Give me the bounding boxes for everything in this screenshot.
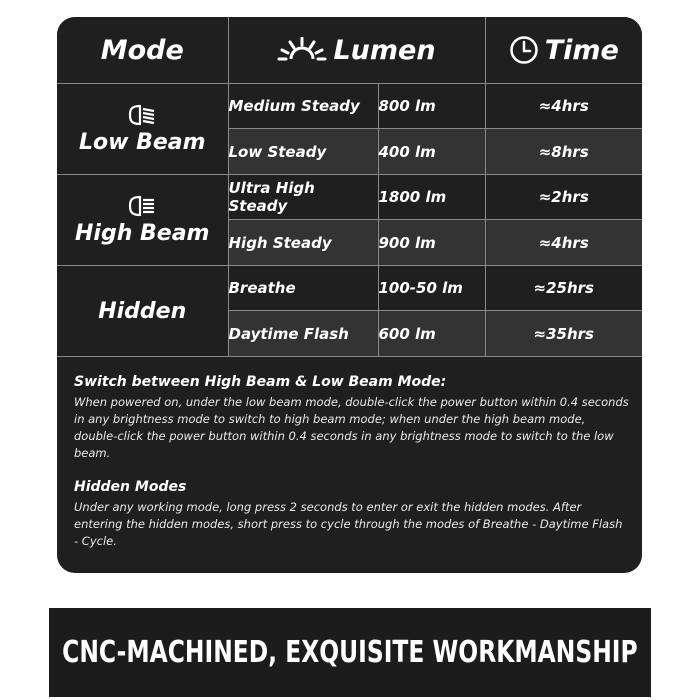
lumen-cell: 600 lm — [378, 311, 485, 357]
header-lumen — [228, 17, 485, 84]
lumen-cell: 800 lm — [378, 84, 485, 129]
mode-cell-high-beam — [57, 175, 228, 266]
table-row — [57, 175, 642, 220]
lumen-cell: 900 lm — [378, 220, 485, 266]
submode-cell: Low Steady — [228, 129, 378, 175]
time-cell: ≈8hrs — [485, 129, 642, 175]
time-cell: ≈2hrs — [485, 175, 642, 220]
banner-text: CNC-MACHINED, EXQUISITE WORKMANSHIP — [62, 635, 638, 670]
header-lumen-label: Lumen — [333, 34, 436, 66]
submode-cell: Ultra High Steady — [228, 175, 378, 220]
header-mode-label: Mode — [100, 34, 184, 66]
mode-name: High Beam — [75, 220, 210, 246]
mode-cell-hidden — [57, 266, 228, 357]
switch-text: When powered on, under the low beam mode, double-click the power button within 0.4 seconds in any brightness mode to switch to high beam mode; when under the high beam mode, double-click the power button within 0.4 seconds in any brightness mode to switch to the low beam. — [74, 395, 629, 460]
mode-name: Low Beam — [78, 129, 206, 155]
time-cell: ≈35hrs — [485, 311, 642, 357]
instructions — [74, 374, 629, 550]
lumen-cell: 400 lm — [378, 129, 485, 175]
mode-cell-low-beam — [57, 84, 228, 175]
switch-title: Switch between High Beam & Low Beam Mode: — [74, 374, 447, 390]
clock-icon — [509, 35, 539, 65]
hidden-modes-block — [74, 479, 629, 550]
time-cell: ≈25hrs — [485, 266, 642, 311]
table-row — [57, 84, 642, 129]
lumen-cell: 100-50 lm — [378, 266, 485, 311]
time-cell: ≈4hrs — [485, 220, 642, 266]
hidden-title: Hidden Modes — [74, 479, 187, 495]
submode-cell: Daytime Flash — [228, 311, 378, 357]
submode-cell: Medium Steady — [228, 84, 378, 129]
lumen-cell: 1800 lm — [378, 175, 485, 220]
header-mode — [57, 17, 228, 84]
submode-cell: High Steady — [228, 220, 378, 266]
table-header-row — [57, 17, 642, 84]
mode-name: Hidden — [98, 298, 187, 324]
banner — [49, 608, 651, 697]
high-beam-headlight-icon — [127, 195, 157, 217]
mode-spec-card — [57, 17, 642, 573]
header-time-label: Time — [544, 34, 619, 66]
header-time — [485, 17, 642, 84]
mode-table — [57, 17, 642, 357]
low-beam-headlight-icon — [127, 104, 157, 126]
sunrise-icon — [277, 37, 327, 63]
time-cell: ≈4hrs — [485, 84, 642, 129]
hidden-text: Under any working mode, long press 2 seconds to enter or exit the hidden modes. After entering the hidden modes, short press to cycle through the modes of Breathe - Daytime Flash - Cycle. — [74, 500, 623, 548]
table-row — [57, 266, 642, 311]
submode-cell: Breathe — [228, 266, 378, 311]
